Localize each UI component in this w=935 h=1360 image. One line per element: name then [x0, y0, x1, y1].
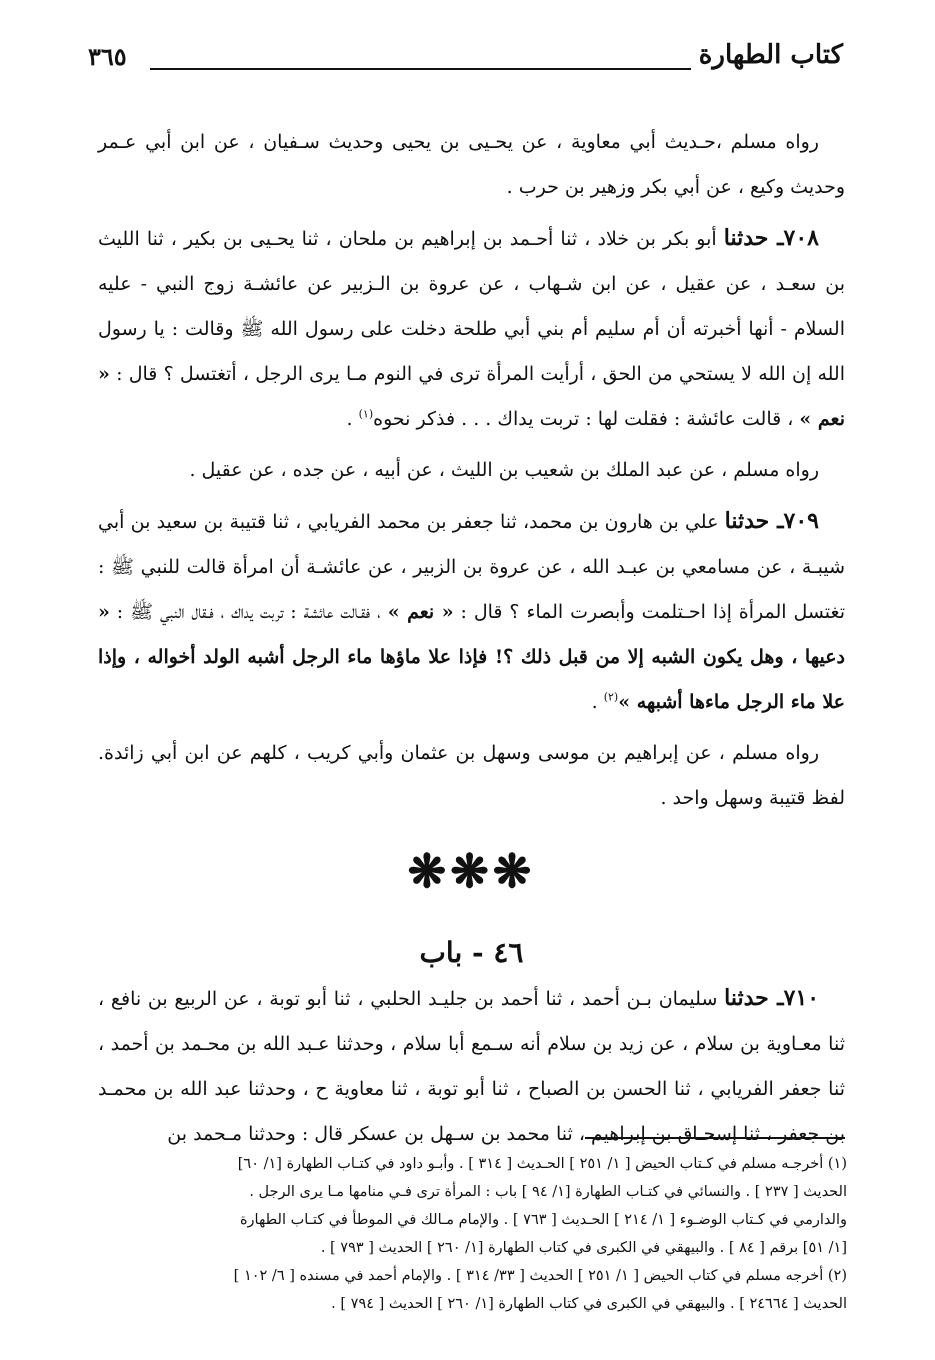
riwaya-paragraph-708: رواه مسلم ، عن عبد الملك بن شعيب بن الليث ، عن أبيه ، عن جده ، عن عقيل . — [189, 459, 819, 481]
page-header — [88, 40, 843, 84]
hadith-709-quote-1: « نعم » — [387, 601, 454, 623]
hadith-710-text: سليمان بـن أحمد ، ثنا أحمد بن جليـد الحلبي ، ثنا أبو توبة ، عن الربيع بن نافع ، ثنا معـاوية بن سلام ، عن زيد بن سلام أنه سـمع أبا سلام ، وحدثنا عـبد الله بن محـمد بن أحمد ، ثنا جعفر الفريابي ، ثنا الحسن بن الصباح ، ثنا أبو توبة ، ثنا معاوية ح ، وحدثنا عبد الله بن محمـد بن جعفر ، ثنا إسحـاق بن إبراهيم ، ثنا محمد بن سـهل بن عسكر قال : وحدثنا مـحمد بن — [98, 988, 845, 1145]
hadith-number-709: ٧٠٩ـ حدثنا — [724, 508, 819, 534]
hadith-708-quote: « نعم » — [98, 363, 845, 430]
page-number: ٣٦٥ — [88, 42, 127, 71]
footnote-1-line-4: [١/ ٥١] برقم [ ٨٤ ] . والبيهقي في الكبرى في كتاب الطهارة [١/ ٢٦٠ ] الحديث [ ٧٩٣ ] . — [320, 1240, 847, 1256]
hadith-709-end: . — [591, 691, 604, 713]
hadith-709-quote-2: « دعيها ، وهل يكون الشبه إلا من قبل ذلك ؟! فإذا علا ماؤها ماء الرجل أشبه الولد أخواله ، وإذا علا ماء الرجل ماءها أشبهه » — [98, 601, 845, 713]
hadith-708-text-a: أبو بكر بن خلاد ، ثنا أحـمد بن إبراهيم بن ملحان ، ثنا يحـيى بن بكير ، ثنا الليث بن سعـد ، عن عقيل ، عن ابن شـهاب ، عن عروة بن الـزبير عن عائشـة زوج النبي - عليه السلام - أنها أخبرته أن أم سليم أم بني أبي طلحة دخلت على رسول الله ﷺ وقالت : يا رسول الله إن الله لا يستحي من الحق ، أرأيت المرأة ترى في النوم مـا يرى الرجل ، أتغتسل ؟ قال : — [98, 228, 845, 385]
running-title: كتاب الطهارة — [698, 40, 843, 70]
footnote-1-line-1: (١) أخرجـه مسلم في كـتاب الحيض [ ١/ ٢٥١ ] الحـديث [ ٣١٤ ] . وأبـو داود في كتـاب الطهارة [١/ ٦٠] — [237, 1156, 847, 1172]
footnote-2-line-1: (٢) أخرجه مسلم في كتاب الحيض [ ١/ ٢٥١ ] الحديث [ ٣٣/ ٣١٤ ] . والإمام أحمد في مسنده [ ٦/ ١٠٢ ] — [233, 1268, 847, 1284]
page-body — [98, 120, 845, 1157]
footnote-rule — [585, 1137, 845, 1139]
chapter-heading: ٤٦ - باب — [419, 936, 524, 969]
footnote-1-line-3: والدارمي في كـتاب الوضـوء [ ١/ ٢١٤ ] الحـديث [ ٧٦٣ ] . والإمام مـالك في الموطأ في كتـاب الطهارة — [239, 1212, 847, 1228]
footnote-ref-2: (٢) — [603, 690, 619, 704]
footnote-2-line-2: الحديث [ ٢٤٦٦٤ ] . والبيهقي في الكبرى في كتاب الطهارة [١/ ٢٦٠ ] الحديث [ ٧٩٤ ] . — [331, 1296, 847, 1312]
hadith-708 — [98, 216, 845, 442]
footnote-1-line-2: الحديث [ ٢٣٧ ] . والنسائي في كتـاب الطهارة [١/ ٩٤ ] باب : المرأة ترى فـي منامها مـا يرى الرجل . — [249, 1184, 847, 1200]
hadith-708-end: . — [346, 408, 359, 430]
footnote-ref-1: (١) — [358, 407, 374, 421]
footnotes — [98, 1150, 847, 1318]
hadith-708-text-b: ، قالت عائشة : فقلت لها : تربت يداك . . . فذكر نحوه — [373, 408, 800, 430]
section-divider-stars: ❋❋❋ — [407, 844, 536, 898]
hadith-number-710: ٧١٠ـ حدثنا — [724, 985, 820, 1011]
hadith-709-text-b: ، فقـالت عائشة : تربت يداك ، فـقال النبي ﷺ : — [109, 601, 388, 623]
hadith-709 — [98, 499, 845, 725]
hadith-709-text-a: علي بن هارون بن محمد، ثنا جعفر بن محمد الفريابي ، ثنا قتيبة بن سعيد بن أبي شيبـة ، عن مسامعي بن عبـد الله ، عن عروة بن الزبير ، عن عائشـة أن امرأة قالت للنبي ﷺ : تغتسل المرأة إذا احـتلمت وأبصرت الماء ؟ قال : — [98, 511, 845, 623]
riwaya-paragraph-709: رواه مسلم ، عن إبراهيم بن موسى وسهل بن عثمان وأبي كريب ، كلهم عن ابن أبي زائدة. لفظ قتيبة وسهل واحد . — [98, 742, 845, 809]
hadith-number-708: ٧٠٨ـ حدثنا — [723, 225, 819, 251]
riwaya-paragraph-1: رواه مسلم ،حـديث أبي معاوية ، عن يحـيى بن يحيى وحديث سـفيان ، عن ابن أبي عـمر وحديث وكيع ، عن أبي بكر وزهير بن حرب . — [98, 131, 845, 198]
header-rule — [150, 68, 691, 70]
hadith-710 — [98, 976, 845, 1157]
